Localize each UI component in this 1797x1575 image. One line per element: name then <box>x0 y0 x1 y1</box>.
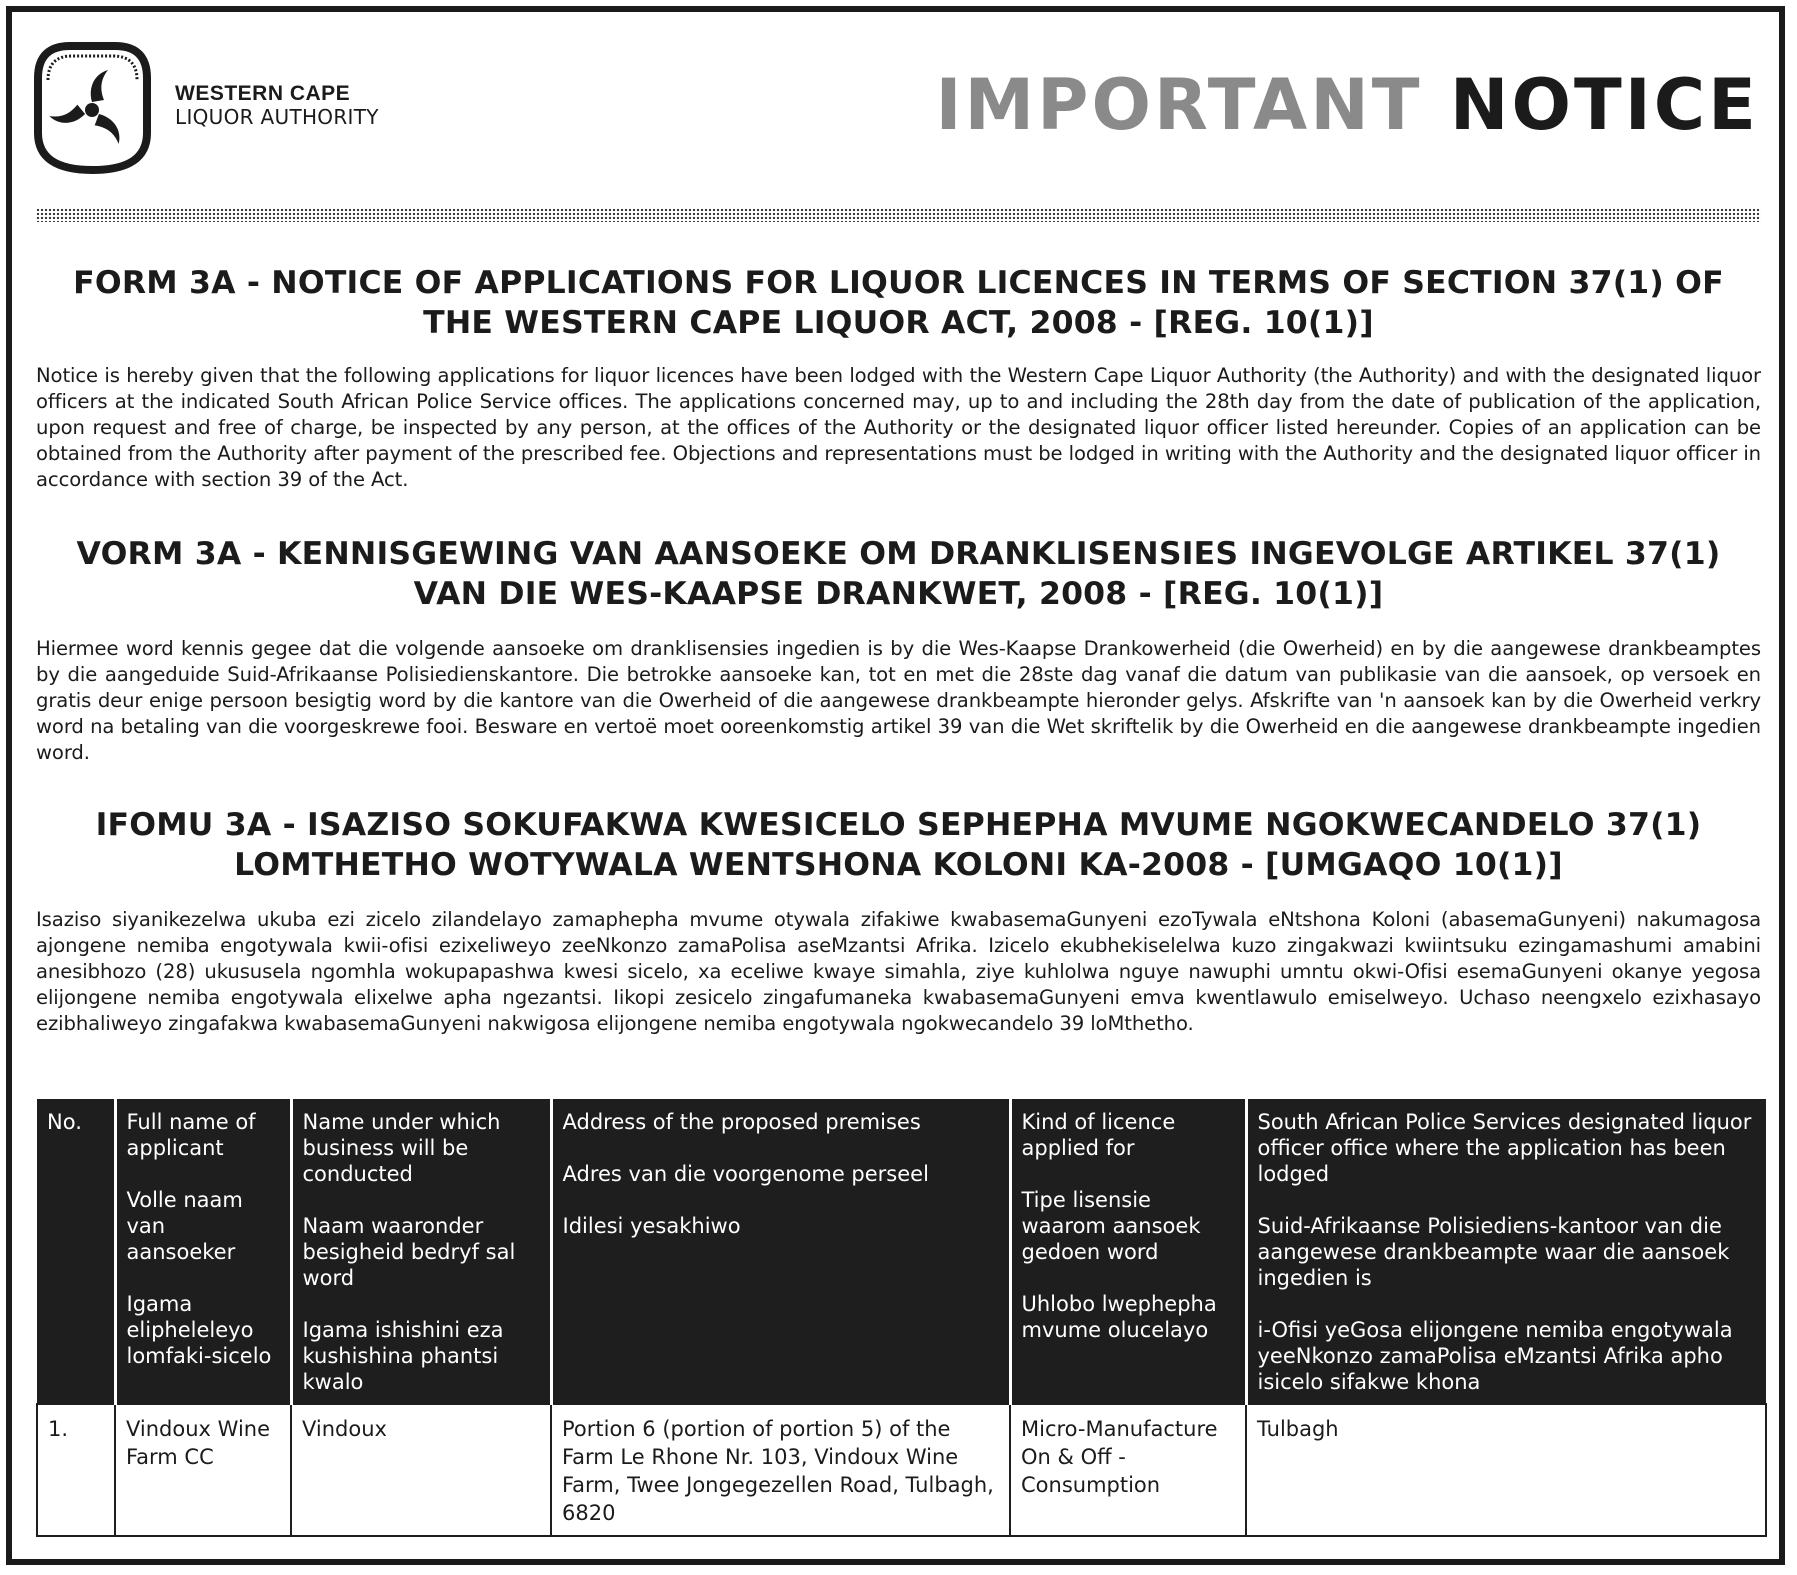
headline-word-important: IMPORTANT <box>935 64 1423 146</box>
triskelion-shield-icon <box>30 38 155 178</box>
section-xhosa <box>36 805 1761 1037</box>
cell-applicant: Vindoux Wine Farm CC <box>115 1404 291 1536</box>
col-header-no: No. <box>37 1099 115 1404</box>
section-heading-line1: FORM 3A - NOTICE OF APPLICATIONS FOR LIQUOR LICENCES IN TERMS OF SECTION 37(1) OF <box>73 265 1724 301</box>
dotted-divider <box>36 208 1761 222</box>
col-header-police-office: South African Police Services designated liquor officer office where the application has been lodged Suid-Afrikaanse Polisiediens-kantoor van die aangewese drankbeampte waar die aansoek ingedien is i-Ofisi yeGosa elijongene nemiba engotywala yeeNkonzo zamaPolisa eMzantsi Afrika apho isicelo sifakwe khona <box>1246 1099 1766 1404</box>
section-heading-line2: THE WESTERN CAPE LIQUOR ACT, 2008 - [REG. 10(1)] <box>423 305 1374 341</box>
col-header-licence-kind: Kind of licence applied for Tipe lisensie waarom aansoek gedoen word Uhlobo lwephepha mvume olucelayo <box>1010 1099 1246 1404</box>
cell-no: 1. <box>37 1404 115 1536</box>
applications-table <box>36 1099 1767 1537</box>
col-header-address: Address of the proposed premises Adres van die voorgenome perseel Idilesi yesakhiwo <box>551 1099 1010 1404</box>
section-body: Notice is hereby given that the following applications for liquor licences have been lodged with the Western Cape Liquor Authority (the Authority) and with the designated liquor officers at the indicated South African Police Service offices. The applications concerned may, up to and including the 28th day from the date of publication of the application, upon request and free of charge, be inspected by any person, at the offices of the Authority or the designated liquor officer listed hereunder. Copies of an application can be obtained from the Authority after payment of the prescribed fee. Objections and representations must be lodged in writing with the Authority and the designated liquor officer in accordance with section 39 of the Act. <box>36 364 1761 491</box>
cell-business-name: Vindoux <box>291 1404 551 1536</box>
headline-word-notice: NOTICE <box>1449 64 1759 146</box>
section-english <box>36 263 1761 493</box>
section-body: Isaziso siyanikezelwa ukuba ezi zicelo zilandelayo zamaphepha mvume otywala zifakiwe kwabasemaGunyeni ezoTywala eNtshona Koloni (abasemaGunyeni) nakumagosa ajongene nemiba engotywala kwii-ofisi ezixeliweyo zeeNkonzo zamaPolisa aseMzantsi Afrika. Izicelo ekubhekiselelwa kuzo zingakwazi kwiintsuku ezingamashumi amabini anesibhozo (28) ukususela ngomhla wokupapashwa kwesi sicelo, xa eceliwe kwaye simahla, ziye kuhlolwa nguye nawuphi umntu okwi-Ofisi esemaGunyeni okanye yegosa elijongene nemiba engotywala elixelwe apha ngezantsi. Iikopi zesicelo zingafumaneka kwabasemaGunyeni emva kwentlawulo emiselweyo. Uchaso neengxelo ezixhasayo ezibhaliweyo zingafakwa kwabasemaGunyeni nakwigosa elijongene nemiba engotywala ngokwecandelo 39 loMthetho. <box>36 908 1761 1035</box>
org-name <box>175 82 379 129</box>
cell-address: Portion 6 (portion of portion 5) of the Farm Le Rhone Nr. 103, Vindoux Wine Farm, Twee Jongegezellen Road, Tulbagh, 6820 <box>551 1404 1010 1536</box>
col-header-applicant: Full name of applicant Volle naam van aansoeker Igama elipheleleyo lomfaki-sicelo <box>115 1099 291 1404</box>
section-heading <box>36 805 1761 885</box>
org-name-line2: LIQUOR AUTHORITY <box>175 105 379 130</box>
col-header-business-name: Name under which business will be conducted Naam waaronder besigheid bedryf sal word Igama ishishini eza kushishina phantsi kwalo <box>291 1099 551 1404</box>
table-row <box>37 1404 1766 1536</box>
table-header-row <box>37 1099 1766 1404</box>
section-body: Hiermee word kennis gegee dat die volgende aansoeke om dranklisensies ingedien is by die Wes-Kaapse Drankowerheid (die Owerheid) en by die aangewese drankbeamptes by die aangeduide Suid-Afrikaanse Polisiedienskantore. Die betrokke aansoeke kan, tot en met die 28ste dag vanaf die datum van publikasie van die aansoek, op versoek en gratis deur enige persoon besigtig word by die kantore van die Owerheid of die aangewese drankbeampte hieronder gelys. Afskrifte van 'n aansoek kan by die Owerheid verkry word na betaling van die voorgeskrewe fooi. Besware en vertoë moet ooreenkomstig artikel 39 van die Wet skriftelik by die Owerheid en die aangewese drankbeampte ingedien word. <box>36 637 1761 764</box>
section-afrikaans <box>36 534 1761 766</box>
section-heading <box>36 534 1761 614</box>
cell-police-office: Tulbagh <box>1246 1404 1766 1536</box>
important-notice-heading <box>935 64 1759 146</box>
section-heading-line2: VAN DIE WES-KAAPSE DRANKWET, 2008 - [REG. 10(1)] <box>413 576 1384 612</box>
section-heading-line1: VORM 3A - KENNISGEWING VAN AANSOEKE OM DRANKLISENSIES INGEVOLGE ARTIKEL 37(1) <box>76 536 1721 572</box>
cell-licence-kind: Micro-Manufacture On & Off - Consumption <box>1010 1404 1246 1536</box>
org-name-line1: WESTERN CAPE <box>175 82 351 105</box>
section-heading-line2: LOMTHETHO WOTYWALA WENTSHONA KOLONI KA-2008 - [UMGAQO 10(1)] <box>234 847 1563 883</box>
section-heading <box>36 263 1761 343</box>
section-heading-line1: IFOMU 3A - ISAZISO SOKUFAKWA KWESICELO SEPHEPHA MVUME NGOKWECANDELO 37(1) <box>95 807 1702 843</box>
